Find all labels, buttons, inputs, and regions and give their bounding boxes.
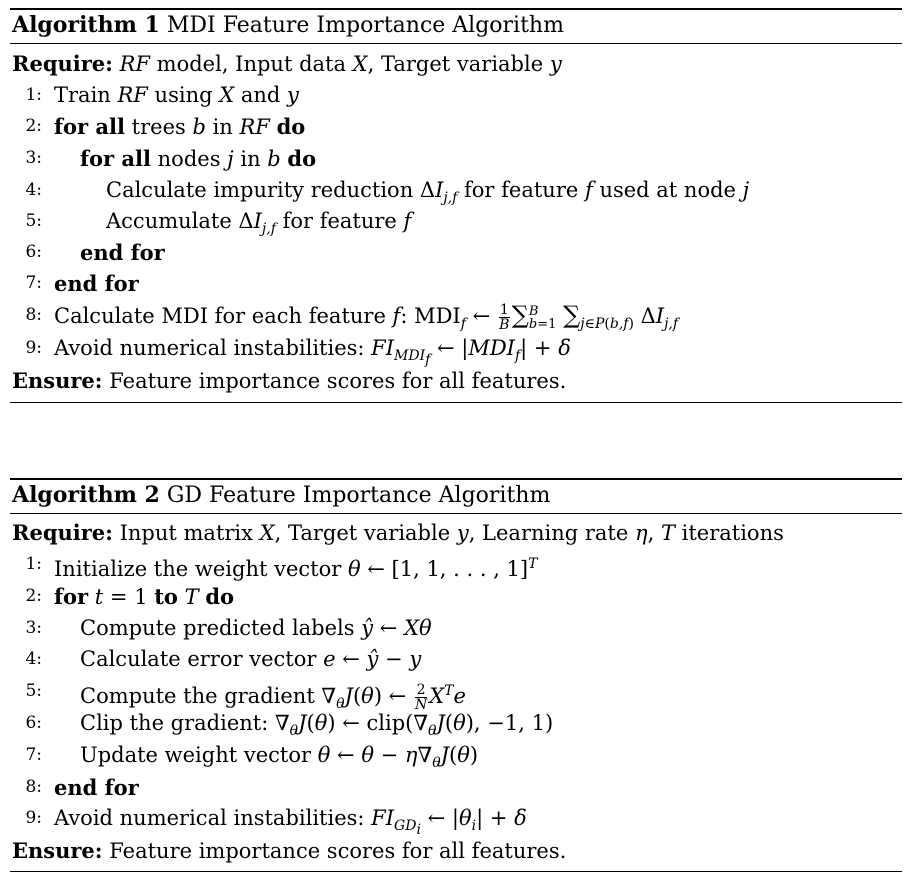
line-number: 5:	[25, 681, 42, 701]
top-rule	[10, 8, 902, 10]
algo-line: 9: Avoid numerical instabilities: $FI_{GD_i}$ ← $|\theta_i| + \delta$	[10, 803, 902, 834]
algo-line: 8: end for	[10, 772, 902, 803]
algo-line: 7: Update weight vector θ ← $\theta - \eta\nabla_\theta J(\theta)$	[10, 740, 902, 771]
require-line: Require: RF model, Input data X, Target variable y	[12, 51, 562, 76]
ensure-text: Feature importance scores for all features.	[109, 369, 567, 393]
caption-title: MDI Feature Importance Algorithm	[166, 13, 564, 38]
line-number: 7:	[25, 745, 42, 765]
algorithm-caption	[12, 482, 550, 508]
ensure-line	[10, 835, 902, 866]
line-number: 2:	[25, 586, 42, 606]
ensure-keyword: Ensure:	[12, 368, 103, 393]
line-number: 6:	[25, 713, 42, 733]
line-number: 1:	[25, 554, 42, 574]
caption-rule	[10, 513, 902, 514]
line-number: 9:	[25, 808, 42, 828]
line-number: 6:	[25, 242, 42, 262]
caption-rule	[10, 43, 902, 44]
line-number: 4:	[25, 649, 42, 669]
line-number: 3:	[25, 148, 42, 168]
line-number: 8:	[25, 305, 42, 325]
algo-line: 5: Accumulate $\Delta I_{j,f}$ for feature f	[10, 206, 902, 237]
require-keyword: Require:	[12, 51, 113, 76]
line-number: 3:	[25, 618, 42, 638]
line-number: 4:	[25, 180, 42, 200]
algo-line: 8: Calculate MDI for each feature f: $MDI_f$ ← $\frac{1}{B}$ ∑ B b=1 $\sum_{j\in P(b,f)}$ $\Delta I_{j,f}$	[10, 300, 902, 331]
caption-title: GD Feature Importance Algorithm	[166, 483, 551, 508]
algo-line: 2: for t = 1 to T do	[10, 581, 902, 612]
algo-line: 4: Calculate impurity reduction $\Delta I_{j,f}$ for feature f used at node j	[10, 175, 902, 206]
algo-line: 1: Initialize the weight vector θ ← [1, 1, . . . , 1]$^T$	[10, 549, 902, 580]
require-keyword: Require:	[12, 520, 113, 545]
line-number: 5:	[25, 211, 42, 231]
ensure-text: Feature importance scores for all features.	[109, 839, 567, 863]
algo-line: 6: Clip the gradient: $\nabla_\theta J(\theta)$ ← $clip(\nabla_\theta J(\theta)$, −1, 1)	[10, 708, 902, 739]
line-number: 2:	[25, 116, 42, 136]
top-rule	[10, 478, 902, 480]
line-number: 7:	[25, 273, 42, 293]
algo-line: 5: Compute the gradient $\nabla_\theta J(\theta)$ ← $\frac{2}{N}$ $X^Te$	[10, 676, 902, 707]
algorithm-caption	[12, 12, 564, 38]
algo-line: 7: end for	[10, 268, 902, 299]
algo-line: 3: for all nodes j in b do	[10, 143, 902, 174]
bottom-rule	[10, 871, 902, 872]
bottom-rule	[10, 402, 902, 403]
line-number: 1:	[25, 85, 42, 105]
require-line: Require: Input matrix X, Target variable y, Learning rate η, T iterations	[12, 520, 784, 545]
caption-label: Algorithm 2	[12, 482, 160, 508]
algo-line: 3: Compute predicted labels ŷ ← Xθ	[10, 613, 902, 644]
caption-label: Algorithm 1	[12, 12, 160, 38]
line-number: 9:	[25, 338, 42, 358]
algo-line: 6: end for	[10, 237, 902, 268]
ensure-line	[10, 365, 902, 396]
algo-line: 4: Calculate error vector e ← ŷ − y	[10, 644, 902, 675]
algo-line: 2: for all trees b in RF do	[10, 111, 902, 142]
ensure-keyword: Ensure:	[12, 838, 103, 863]
line-number: 8:	[25, 777, 42, 797]
algo-line: 1: Train RF using X and y	[10, 80, 902, 111]
algo-line: 9: Avoid numerical instabilities: $FI_{MDI_f}$ ← $|MDI_f| + \delta$	[10, 333, 902, 364]
